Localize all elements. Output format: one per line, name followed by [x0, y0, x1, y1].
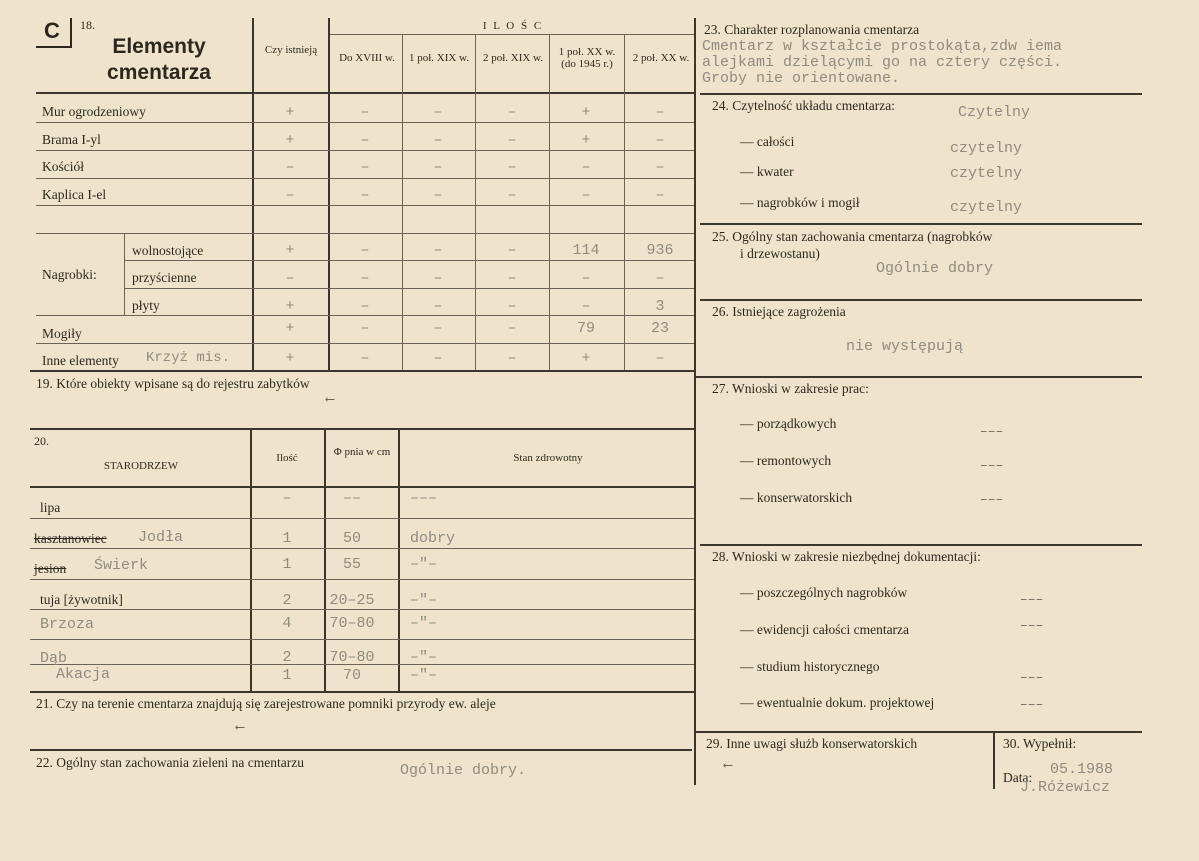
element-cell: + — [581, 104, 591, 121]
element-cell: – — [581, 187, 591, 204]
rule — [36, 92, 696, 94]
section-23-value-line-1: Cmentarz w kształcie prostokąta,zdw iema — [702, 38, 1063, 55]
tree-stan-cell: ––– — [410, 490, 438, 507]
rule — [700, 544, 1142, 546]
rule — [30, 609, 696, 610]
element-cell: – — [655, 270, 665, 287]
period-header-3: 2 poł. XIX w. — [482, 52, 544, 64]
section-18-number: 18. — [80, 18, 95, 32]
tree-ilosc-cell: 4 — [282, 615, 292, 632]
section-24-value: Czytelny — [958, 104, 1031, 121]
section-18-title — [92, 34, 226, 86]
row-label-inne-typed: Krzyż mis. — [146, 350, 231, 366]
element-cell: – — [285, 159, 295, 176]
element-cell: – — [285, 187, 295, 204]
element-cell: – — [507, 242, 517, 259]
rule — [402, 34, 403, 370]
rule — [30, 639, 696, 640]
rule — [700, 223, 1142, 225]
rule — [252, 18, 254, 370]
element-cell: – — [360, 298, 370, 315]
tree-stan-cell: dobry — [410, 530, 456, 547]
starodrzew-header: STARODRZEW — [103, 460, 179, 472]
s27-item-konserwatorskich: — konserwatorskich — [740, 490, 853, 505]
row-label-wolnostojace: wolnostojące — [132, 243, 204, 258]
section-30-data-label: Data: — [1003, 770, 1033, 785]
tree-row-6-typed: Akacja — [56, 666, 111, 683]
tree-row-5-typed: Dąb — [40, 650, 68, 667]
element-cell: – — [507, 298, 517, 315]
section-19-question: 19. Które obiekty wpisane są do rejestru zabytków — [36, 376, 310, 391]
tree-row-2-typed: Świerk — [94, 557, 149, 574]
s28-item-projektowej: — ewentualnie dokum. projektowej — [740, 695, 935, 710]
element-cell: – — [507, 187, 517, 204]
title-line-2: cmentarza — [107, 61, 211, 84]
col-header-pnia: Φ pnia w cm — [333, 446, 391, 458]
row-label-mogily: Mogiły — [42, 326, 82, 341]
s28-item-ewidencji-value: ––– — [1020, 618, 1044, 633]
element-cell: – — [655, 104, 665, 121]
s27-item-konserwatorskich-value: ––– — [980, 492, 1004, 507]
rule — [30, 428, 696, 430]
period-header-1: Do XVIII w. — [339, 52, 395, 64]
s27-item-porzadkowych: — porządkowych — [740, 416, 837, 431]
rule — [36, 178, 696, 179]
rule — [30, 370, 696, 372]
element-cell: – — [655, 187, 665, 204]
section-25-value: Ogólnie dobry — [876, 260, 994, 277]
rule — [696, 376, 1142, 378]
tree-pnia-cell: 55 — [342, 556, 361, 573]
tree-stan-cell: –"– — [410, 649, 438, 666]
section-30-question: 30. Wypełnił: — [1003, 736, 1077, 751]
tree-stan-cell: –"– — [410, 592, 438, 609]
tree-pnia-cell: 20–25 — [329, 592, 375, 609]
s28-item-nagrobkow-value: ––– — [1020, 592, 1044, 607]
tree-ilosc-cell: 2 — [282, 592, 292, 609]
rule — [36, 205, 696, 206]
s27-item-porzadkowych-value: ––– — [980, 424, 1004, 439]
element-cell: + — [285, 350, 295, 367]
s24-item-kwater: — kwater — [740, 164, 794, 179]
element-cell: – — [433, 320, 443, 337]
s28-item-ewidencji: — ewidencji całości cmentarza — [740, 622, 910, 637]
row-label-przyscienne: przyścienne — [132, 270, 197, 285]
element-cell: – — [655, 350, 665, 367]
element-cell: – — [507, 350, 517, 367]
rule — [36, 122, 696, 123]
section-30-name: J.Różewicz — [1020, 779, 1111, 796]
element-cell: – — [360, 104, 370, 121]
rule — [549, 34, 550, 370]
tree-row-3-printed: tuja [żywotnik] — [40, 592, 123, 607]
tree-stan-cell: –"– — [410, 615, 438, 632]
element-cell: – — [433, 350, 443, 367]
tree-row-2-printed: jesion — [34, 561, 67, 576]
element-cell: – — [360, 320, 370, 337]
rule — [124, 288, 696, 289]
s24-item-calosci-value: czytelny — [950, 140, 1023, 157]
rule — [30, 548, 696, 549]
rule — [30, 486, 696, 488]
element-cell: – — [360, 159, 370, 176]
element-cell: 23 — [650, 320, 669, 337]
element-cell: – — [433, 242, 443, 259]
s27-item-remontowych-value: ––– — [980, 458, 1004, 473]
rule — [36, 315, 696, 316]
element-cell: – — [655, 132, 665, 149]
element-cell: 114 — [572, 242, 600, 259]
title-line-1: Elementy — [112, 35, 206, 58]
row-label-inne: Inne elementy — [42, 353, 119, 368]
section-20-number: 20. — [34, 434, 49, 448]
element-cell: + — [285, 320, 295, 337]
element-cell: – — [433, 132, 443, 149]
section-26-value: nie występują — [846, 338, 964, 355]
element-cell: – — [433, 298, 443, 315]
element-cell: – — [507, 104, 517, 121]
section-29-question: 29. Inne uwagi służb konserwatorskich — [706, 736, 918, 751]
rule — [475, 34, 476, 370]
s27-item-remontowych: — remontowych — [740, 453, 832, 468]
s24-item-nagrobkow-value: czytelny — [950, 199, 1023, 216]
period-header-4: 1 poł. XX w. (do 1945 r.) — [558, 46, 616, 70]
row-label-plyty: płyty — [132, 298, 160, 313]
tree-row-4-typed: Brzoza — [40, 616, 95, 633]
section-29-mark: ⟵ — [724, 758, 732, 773]
element-cell: – — [655, 159, 665, 176]
col-header-stan: Stan zdrowotny — [513, 452, 583, 464]
element-cell: – — [581, 298, 591, 315]
s24-item-kwater-value: czytelny — [950, 165, 1023, 182]
element-cell: – — [360, 132, 370, 149]
row-label-brama: Brama I-yl — [42, 132, 101, 147]
rule — [30, 691, 696, 693]
row-label-mur: Mur ogrodzeniowy — [42, 104, 146, 119]
element-cell: + — [285, 132, 295, 149]
section-19-mark: ⟵ — [326, 392, 334, 407]
element-cell: – — [285, 270, 295, 287]
section-21-mark: ⟵ — [236, 720, 244, 735]
element-cell: – — [360, 187, 370, 204]
s28-item-studium: — studium historycznego — [740, 659, 880, 674]
tree-pnia-cell: 70–80 — [329, 649, 375, 666]
col-header-exists: Czy istnieją — [264, 44, 318, 56]
element-cell: – — [507, 159, 517, 176]
element-cell: – — [433, 270, 443, 287]
element-cell: 79 — [576, 320, 595, 337]
tree-pnia-cell: –– — [342, 490, 361, 507]
tree-row-1-printed: kasztanowiec — [34, 531, 107, 546]
section-letter-box — [36, 18, 72, 48]
period-header-2: 1 poł. XIX w. — [408, 52, 470, 64]
tree-ilosc-cell: 1 — [282, 556, 292, 573]
row-label-kosciol: Kościół — [42, 159, 84, 174]
section-30-date: 05.1988 — [1050, 761, 1114, 778]
element-cell: + — [285, 104, 295, 121]
element-cell: 3 — [655, 298, 665, 315]
rule — [36, 150, 696, 151]
section-23-value-line-2: alejkami dzielącymi go na cztery części. — [702, 54, 1063, 71]
rule — [36, 343, 696, 344]
s24-item-calosci: — całości — [740, 134, 795, 149]
rule — [124, 260, 696, 261]
period-header-5: 2 poł. XX w. — [632, 52, 690, 64]
element-cell: – — [360, 270, 370, 287]
section-24-question: 24. Czytelność układu cmentarza: — [712, 98, 895, 113]
element-cell: – — [581, 270, 591, 287]
rule — [694, 18, 696, 785]
row-label-kaplica: Kaplica I-el — [42, 187, 107, 202]
rule — [696, 731, 1142, 733]
element-cell: – — [433, 104, 443, 121]
s28-item-studium-value: ––– — [1020, 670, 1044, 685]
element-cell: – — [507, 270, 517, 287]
section-25-line-1: 25. Ogólny stan zachowania cmentarza (nagrobków — [712, 229, 993, 244]
rule — [398, 428, 400, 691]
element-cell: – — [360, 242, 370, 259]
element-cell: 936 — [646, 242, 674, 259]
element-cell: – — [581, 159, 591, 176]
section-23-question: 23. Charakter rozplanowania cmentarza — [704, 22, 920, 37]
tree-row-0-printed: lipa — [40, 500, 61, 515]
element-cell: + — [581, 350, 591, 367]
tree-pnia-cell: 70–80 — [329, 615, 375, 632]
rule — [993, 731, 995, 789]
section-26-question: 26. Istniejące zagrożenia — [712, 304, 846, 319]
element-cell: – — [433, 187, 443, 204]
tree-stan-cell: –"– — [410, 556, 438, 573]
row-label-nagrobki: Nagrobki: — [42, 267, 97, 282]
section-27-question: 27. Wnioski w zakresie prac: — [712, 381, 869, 396]
section-22-question: 22. Ogólny stan zachowania zieleni na cmentarzu — [36, 755, 305, 770]
rule — [624, 34, 625, 370]
element-cell: + — [285, 242, 295, 259]
tree-ilosc-cell: 1 — [282, 530, 292, 547]
rule — [700, 299, 1142, 301]
element-cell: – — [360, 350, 370, 367]
section-letter: C — [44, 18, 60, 43]
section-25-line-2: i drzewostanu) — [740, 246, 820, 261]
rule — [250, 428, 252, 691]
element-cell: – — [433, 159, 443, 176]
s24-item-nagrobkow: — nagrobków i mogił — [740, 195, 860, 210]
section-22-value: Ogólnie dobry. — [400, 762, 527, 779]
tree-stan-cell: –"– — [410, 667, 438, 684]
rule — [36, 233, 696, 234]
element-cell: – — [507, 320, 517, 337]
s28-item-projektowej-value: ––– — [1020, 697, 1044, 712]
rule — [30, 749, 692, 751]
tree-pnia-cell: 50 — [342, 530, 361, 547]
rule — [124, 233, 125, 315]
rule — [700, 93, 1142, 95]
tree-ilosc-cell: – — [282, 490, 292, 507]
s28-item-nagrobkow: — poszczególnych nagrobków — [740, 585, 908, 600]
element-cell: + — [581, 132, 591, 149]
element-cell: – — [507, 132, 517, 149]
col-header-ilosc-20: Ilość — [276, 452, 298, 464]
section-28-question: 28. Wnioski w zakresie niezbędnej dokumentacji: — [712, 549, 981, 564]
rule — [30, 518, 696, 519]
section-23-value-line-3: Groby nie orientowane. — [702, 70, 901, 87]
rule — [328, 18, 330, 370]
section-21-question: 21. Czy na terenie cmentarza znajdują się zarejestrowane pomniki przyrody ew. aleje — [36, 696, 496, 711]
element-cell: + — [285, 298, 295, 315]
rule — [330, 34, 696, 35]
col-header-ilosc: I L O Ś C — [482, 20, 544, 32]
tree-pnia-cell: 70 — [342, 667, 361, 684]
tree-ilosc-cell: 1 — [282, 667, 292, 684]
tree-ilosc-cell: 2 — [282, 649, 292, 666]
rule — [30, 579, 696, 580]
tree-row-1-typed: Jodła — [138, 529, 184, 546]
